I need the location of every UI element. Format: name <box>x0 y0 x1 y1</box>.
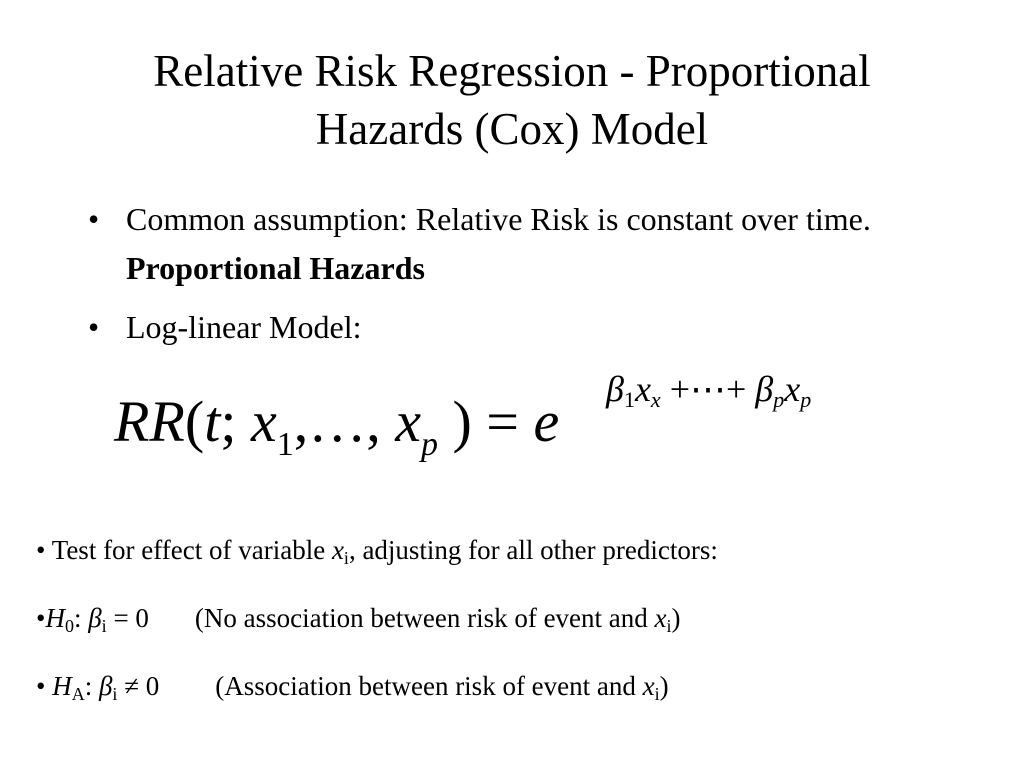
formula-xp-sub: p <box>420 426 438 463</box>
exp-plus-dots: +⋯+ <box>669 369 747 409</box>
test-text-before: Test for effect of variable <box>45 535 332 565</box>
formula-open-paren: ( <box>184 389 205 454</box>
h0-description: (No association between risk of event and <box>194 603 655 633</box>
hypothesis-tests <box>36 528 996 732</box>
exp-beta-p-sub: p <box>773 387 785 412</box>
test-var-sub: i <box>343 548 349 568</box>
formula-semicolon: ; <box>220 389 237 454</box>
formula-equals: = <box>486 389 519 454</box>
title-line-2: Hazards (Cox) Model <box>315 104 709 154</box>
exp-beta-p: β <box>755 369 774 409</box>
slide-title <box>0 42 1024 158</box>
bullet-marker: • <box>36 603 46 633</box>
formula-x1: x <box>250 389 277 454</box>
formula-main <box>114 388 559 464</box>
h0-colon: : <box>73 603 89 633</box>
ha-var-sub: i <box>654 684 660 704</box>
null-hypothesis <box>36 596 996 648</box>
test-var: x <box>331 535 344 565</box>
ha-close-paren: ) <box>659 671 669 701</box>
h0-close-paren: ) <box>671 603 681 633</box>
formula-xp: x <box>395 389 421 454</box>
exp-x-p-sub: p <box>800 387 812 412</box>
h0-beta-sub: i <box>101 616 107 636</box>
log-linear-formula <box>114 368 874 478</box>
bullet-text: Common assumption: Relative Risk is constant over time. <box>126 201 871 237</box>
bullet-bold-text: Proportional Hazards <box>126 250 425 286</box>
bullet-marker: • <box>88 309 100 345</box>
ha-description: (Association between risk of event and <box>215 671 643 701</box>
ha-beta-sub: i <box>112 684 118 704</box>
exp-x-p: x <box>784 369 801 409</box>
formula-exponent <box>606 368 811 413</box>
h0-symbol: H <box>45 603 65 633</box>
ha-colon: : <box>84 671 99 701</box>
formula-ellipsis: ,…, <box>293 389 381 454</box>
formula-rr: RR <box>114 389 185 454</box>
ha-relation: ≠ 0 <box>117 671 160 701</box>
ha-beta: β <box>98 671 113 701</box>
formula-t: t <box>204 389 221 454</box>
exp-beta-1: β <box>606 369 624 409</box>
exp-beta-1-sub: 1 <box>623 387 635 412</box>
test-text-after: , adjusting for all other predictors: <box>348 535 718 565</box>
ha-symbol: H <box>52 671 72 701</box>
exp-x-1: x <box>634 369 651 409</box>
test-description <box>36 528 996 580</box>
exp-x-1-sub: x <box>650 387 661 412</box>
bullet-common-assumption <box>88 195 908 293</box>
alternative-hypothesis <box>36 664 996 716</box>
bullet-marker: • <box>36 671 46 701</box>
bullet-list <box>88 195 908 362</box>
ha-var: x <box>642 671 655 701</box>
bullet-log-linear-model <box>88 303 908 352</box>
bullet-text: Log-linear Model: <box>126 309 362 345</box>
formula-x1-sub: 1 <box>276 426 294 463</box>
h0-var: x <box>654 603 667 633</box>
h0-relation: = 0 <box>106 603 149 633</box>
title-line-1: Relative Risk Regression - Proportional <box>153 46 871 96</box>
h0-beta: β <box>88 603 102 633</box>
formula-e: e <box>533 389 560 454</box>
h0-var-sub: i <box>666 616 672 636</box>
h0-sub: 0 <box>64 616 74 636</box>
formula-close-paren: ) <box>452 389 472 454</box>
bullet-marker: • <box>36 535 46 565</box>
ha-sub: A <box>71 684 85 704</box>
bullet-marker: • <box>88 201 100 237</box>
